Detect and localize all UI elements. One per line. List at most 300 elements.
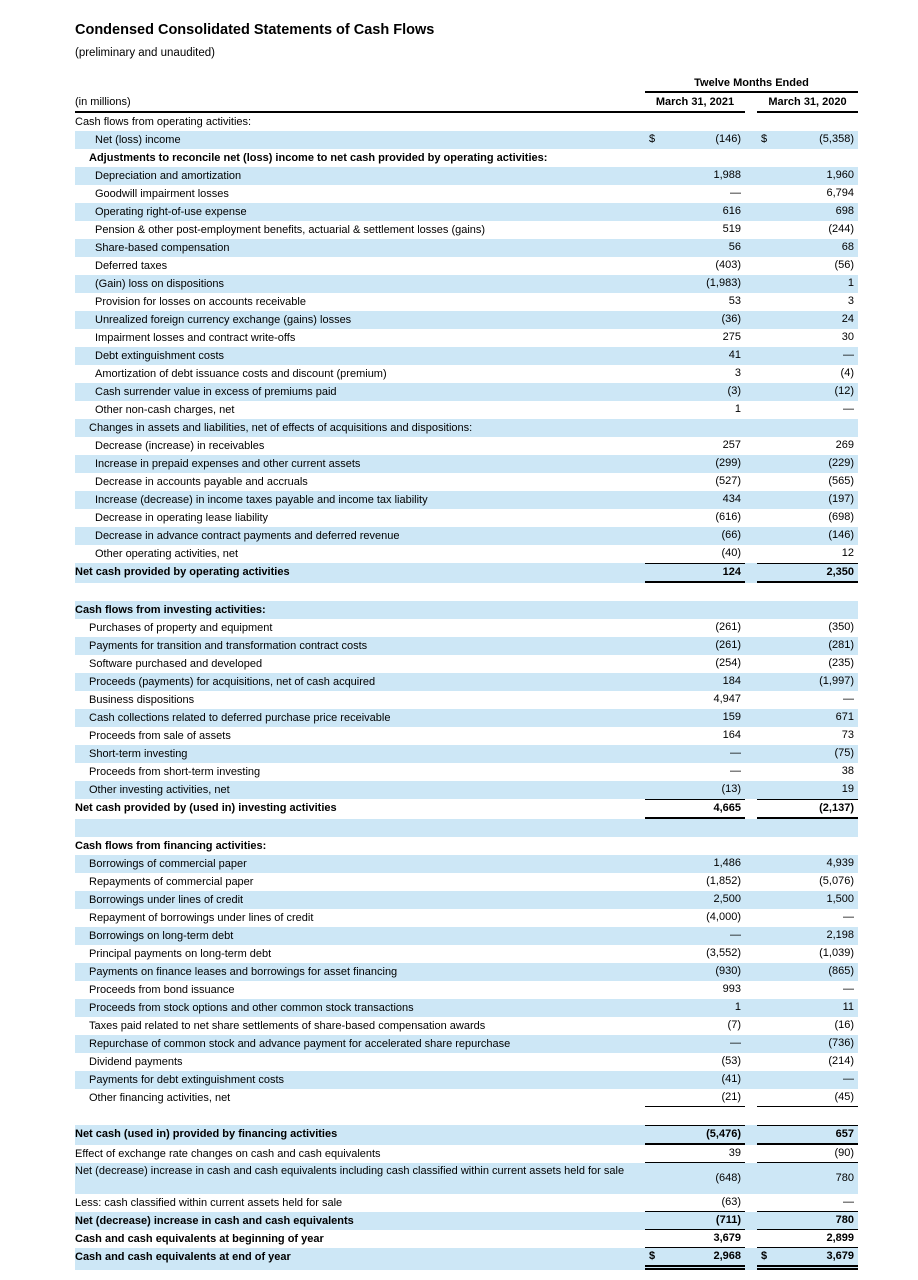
value-2021: [645, 673, 745, 691]
column-gap: [745, 1248, 757, 1270]
row-label: Other investing activities, net: [89, 784, 230, 796]
value-2020: [757, 745, 858, 763]
table-row: [75, 745, 858, 763]
value-2020: [757, 763, 858, 781]
value-text: 124: [722, 566, 741, 578]
value-text: (4): [840, 367, 854, 379]
value-2020: [757, 275, 858, 293]
column-gap: [745, 401, 757, 419]
column-gap: [745, 419, 757, 437]
column-gap: [745, 1017, 757, 1035]
column-gap: [745, 981, 757, 999]
row-label: Unrealized foreign currency exchange (gains) losses: [95, 314, 352, 326]
column-gap: [745, 799, 757, 819]
table-row: [75, 981, 858, 999]
column-gap: [745, 1145, 757, 1163]
value-2021: [645, 113, 745, 131]
cash-flow-table: [75, 76, 858, 1270]
row-label: Dividend payments: [89, 1056, 183, 1068]
value-text: (40): [721, 547, 741, 559]
table-row: [75, 131, 858, 149]
value-2021: [645, 1035, 745, 1053]
row-label: Other operating activities, net: [95, 548, 239, 560]
value-2020: [757, 891, 858, 909]
table-row: [75, 257, 858, 275]
row-label: Cash flows from financing activities:: [75, 840, 267, 852]
column-gap: [745, 1125, 757, 1145]
value-text: 671: [835, 711, 854, 723]
value-text: 1,486: [713, 857, 741, 869]
value-2020: [757, 601, 858, 619]
period-header-row: [75, 76, 858, 93]
value-2021: [645, 981, 745, 999]
row-label: Repayment of borrowings under lines of credit: [89, 912, 314, 924]
table-row: [75, 709, 858, 727]
value-text: (75): [834, 747, 854, 759]
value-text: (41): [721, 1073, 741, 1085]
value-2021: [645, 563, 745, 583]
value-2020: [757, 1145, 858, 1163]
value-2020: [757, 239, 858, 257]
column-gap: [745, 673, 757, 691]
value-2021: [645, 745, 745, 763]
table-row: [75, 1053, 858, 1071]
value-2020: [757, 491, 858, 509]
value-2020: [757, 981, 858, 999]
value-text: 73: [841, 729, 854, 741]
row-label: Net (loss) income: [95, 134, 181, 146]
value-2020: [757, 545, 858, 563]
value-2020: [757, 113, 858, 131]
table-row: [75, 455, 858, 473]
row-label: Less: cash classified within current assets held for sale: [75, 1197, 343, 1209]
column-gap: [745, 437, 757, 455]
value-2020: [757, 563, 858, 583]
column-gap: [745, 455, 757, 473]
value-text: 159: [722, 711, 741, 723]
value-2021: [645, 347, 745, 365]
value-2021: [645, 1248, 745, 1270]
row-label: Taxes paid related to net share settlements of share-based compensation awards: [89, 1020, 486, 1032]
table-row: [75, 873, 858, 891]
value-2021: [645, 655, 745, 673]
value-2020: [757, 1125, 858, 1145]
value-text: 164: [722, 729, 741, 741]
table-row: [75, 1163, 858, 1194]
column-gap: [745, 203, 757, 221]
table-row: [75, 909, 858, 927]
value-2020: [757, 963, 858, 981]
column-gap: [745, 909, 757, 927]
column-gap: [745, 1089, 757, 1107]
value-text: 434: [722, 493, 741, 505]
row-label: Deferred taxes: [95, 260, 168, 272]
row-label: Increase (decrease) in income taxes payable and income tax liability: [95, 494, 428, 506]
row-label: Proceeds from short-term investing: [89, 766, 261, 778]
document-title: Condensed Consolidated Statements of Cash Flows: [75, 22, 435, 38]
column-gap: [745, 891, 757, 909]
column-gap: [745, 583, 757, 601]
value-text: (235): [828, 657, 854, 669]
value-text: (1,997): [819, 675, 854, 687]
value-2021: [645, 167, 745, 185]
value-text: 2,198: [826, 929, 854, 941]
value-text: 3,679: [713, 1232, 741, 1244]
column-gap: [745, 963, 757, 981]
value-2021: [645, 509, 745, 527]
value-2020: [757, 1230, 858, 1248]
value-text: (865): [828, 965, 854, 977]
value-text: (12): [834, 385, 854, 397]
currency-symbol: $: [649, 133, 656, 145]
column-gap: [745, 781, 757, 799]
currency-symbol: $: [761, 133, 768, 145]
column-gap: [745, 185, 757, 203]
value-2021: [645, 1107, 745, 1125]
table-row: [75, 1071, 858, 1089]
value-2020: [757, 927, 858, 945]
table-row: [75, 347, 858, 365]
value-2021: [645, 781, 745, 799]
value-2020: [757, 781, 858, 799]
document-subtitle: (preliminary and unaudited): [75, 47, 215, 59]
value-text: (66): [721, 529, 741, 541]
value-text: (281): [828, 639, 854, 651]
row-label: Net cash provided by operating activities: [75, 566, 290, 578]
column-gap: [745, 601, 757, 619]
value-2020: [757, 691, 858, 709]
column-gap: [745, 473, 757, 491]
row-label: Net (decrease) increase in cash and cash equivalents: [75, 1215, 354, 1227]
value-2021: [645, 365, 745, 383]
value-2021: [645, 545, 745, 563]
value-text: (4,000): [706, 911, 741, 923]
row-label: [75, 1107, 645, 1125]
table-row: [75, 799, 858, 819]
column-gap: [745, 927, 757, 945]
value-text: (261): [715, 639, 741, 651]
value-text: 3,679: [826, 1250, 854, 1262]
value-2020: [757, 1089, 858, 1107]
column-gap: [745, 999, 757, 1017]
value-2021: [645, 149, 745, 167]
value-text: (21): [721, 1091, 741, 1103]
column-gap: [745, 637, 757, 655]
value-2020: [757, 727, 858, 745]
table-row: [75, 221, 858, 239]
value-2020: [757, 365, 858, 383]
table-row: [75, 293, 858, 311]
value-2020: [757, 221, 858, 239]
column-gap: [745, 1035, 757, 1053]
table-row: [75, 781, 858, 799]
table-row: [75, 727, 858, 745]
value-text: —: [843, 693, 854, 705]
column-gap: [745, 383, 757, 401]
table-body: [75, 113, 858, 1270]
row-label: Payments for debt extinguishment costs: [89, 1074, 285, 1086]
value-2020: [757, 203, 858, 221]
value-text: 38: [841, 765, 854, 777]
value-text: 2,500: [713, 893, 741, 905]
period-header: Twelve Months Ended: [645, 76, 858, 93]
value-text: (3,552): [706, 947, 741, 959]
table-row: [75, 1125, 858, 1145]
value-text: (16): [834, 1019, 854, 1031]
row-label: Software purchased and developed: [89, 658, 263, 670]
table-row: [75, 1248, 858, 1270]
column-gap: [745, 1053, 757, 1071]
value-2020: [757, 799, 858, 819]
row-label: Adjustments to reconcile net (loss) income to net cash provided by operating activities:: [89, 152, 548, 164]
table-row: [75, 763, 858, 781]
value-2020: [757, 419, 858, 437]
table-row: [75, 855, 858, 873]
column-gap: [745, 563, 757, 583]
value-text: 257: [722, 439, 741, 451]
row-label: (Gain) loss on dispositions: [95, 278, 225, 290]
value-text: —: [843, 911, 854, 923]
value-text: 1: [734, 1001, 741, 1013]
row-label: Decrease in advance contract payments and deferred revenue: [95, 530, 400, 542]
value-2021: [645, 1071, 745, 1089]
table-row: [75, 365, 858, 383]
value-2020: [757, 837, 858, 855]
value-2021: [645, 329, 745, 347]
value-text: 993: [722, 983, 741, 995]
column-gap: [745, 329, 757, 347]
value-text: 4,939: [826, 857, 854, 869]
value-text: (53): [721, 1055, 741, 1067]
value-2020: [757, 1212, 858, 1230]
table-row: [75, 999, 858, 1017]
row-label: Increase in prepaid expenses and other current assets: [95, 458, 361, 470]
value-text: 11: [842, 1001, 854, 1013]
value-text: (146): [715, 133, 741, 145]
table-row: [75, 945, 858, 963]
unit-label: (in millions): [75, 94, 645, 113]
table-row: [75, 837, 858, 855]
value-2021: [645, 1194, 745, 1212]
currency-symbol: $: [761, 1250, 768, 1262]
value-text: (648): [715, 1172, 741, 1184]
row-label: Repurchase of common stock and advance payment for accelerated share repurchase: [89, 1038, 511, 1050]
value-text: 12: [841, 547, 854, 559]
value-text: 1,500: [826, 893, 854, 905]
column-gap: [745, 275, 757, 293]
value-2021: [645, 473, 745, 491]
value-2020: [757, 1017, 858, 1035]
value-text: (261): [715, 621, 741, 633]
value-2021: [645, 727, 745, 745]
value-text: (63): [721, 1196, 741, 1208]
column-header-row: [75, 94, 858, 113]
value-2020: [757, 1248, 858, 1270]
value-text: 1,960: [826, 169, 854, 181]
table-row: [75, 473, 858, 491]
value-2021: [645, 583, 745, 601]
value-2020: [757, 909, 858, 927]
value-2021: [645, 527, 745, 545]
value-text: 56: [728, 241, 741, 253]
value-2020: [757, 619, 858, 637]
table-row: [75, 1089, 858, 1107]
value-2020: [757, 401, 858, 419]
value-text: (244): [828, 223, 854, 235]
row-label: [75, 819, 645, 837]
value-text: 41: [728, 349, 741, 361]
row-label: Operating right-of-use expense: [95, 206, 247, 218]
row-label: Borrowings under lines of credit: [89, 894, 244, 906]
column-gap: [745, 149, 757, 167]
value-2021: [645, 1230, 745, 1248]
value-text: —: [730, 929, 741, 941]
value-2021: [645, 855, 745, 873]
row-label: Net cash provided by (used in) investing activities: [75, 802, 337, 814]
value-text: (13): [721, 783, 741, 795]
value-2020: [757, 329, 858, 347]
column-gap: [745, 527, 757, 545]
column-gap: [745, 855, 757, 873]
table-row: [75, 655, 858, 673]
table-row: [75, 601, 858, 619]
column-gap: [745, 873, 757, 891]
value-2020: [757, 455, 858, 473]
column-gap: [745, 113, 757, 131]
table-row: [75, 419, 858, 437]
value-2020: [757, 131, 858, 149]
row-label: Provision for losses on accounts receivable: [95, 296, 306, 308]
value-text: —: [843, 403, 854, 415]
value-2020: [757, 1163, 858, 1194]
row-label: Borrowings of commercial paper: [89, 858, 247, 870]
value-2021: [645, 1163, 745, 1194]
table-row: [75, 1212, 858, 1230]
column-gap: [745, 619, 757, 637]
column-gap: [745, 945, 757, 963]
row-label: Cash and cash equivalents at beginning of year: [75, 1233, 324, 1245]
column-gap: [745, 1230, 757, 1248]
value-text: 616: [722, 205, 741, 217]
column-gap: [745, 545, 757, 563]
value-2021: [645, 239, 745, 257]
column-gap: [745, 655, 757, 673]
table-row: [75, 673, 858, 691]
row-label: Borrowings on long-term debt: [89, 930, 234, 942]
value-2021: [645, 709, 745, 727]
table-row: [75, 203, 858, 221]
value-text: (36): [721, 313, 741, 325]
value-text: 6,794: [826, 187, 854, 199]
table-row: [75, 185, 858, 203]
value-2021: [645, 437, 745, 455]
table-row: [75, 167, 858, 185]
value-text: (3): [727, 385, 741, 397]
column-gap: [745, 509, 757, 527]
table-row: [75, 963, 858, 981]
column-gap: [745, 365, 757, 383]
value-text: —: [843, 1073, 854, 1085]
value-text: (197): [828, 493, 854, 505]
column-gap: [745, 1194, 757, 1212]
value-text: (45): [834, 1091, 854, 1103]
row-label: Impairment losses and contract write-offs: [95, 332, 296, 344]
table-row: [75, 329, 858, 347]
value-2021: [645, 455, 745, 473]
column-gap: [745, 311, 757, 329]
value-2021: [645, 257, 745, 275]
row-label: Goodwill impairment losses: [95, 188, 229, 200]
table-row: [75, 1230, 858, 1248]
value-2020: [757, 945, 858, 963]
row-label: Pension & other post-employment benefits, actuarial & settlement losses (gains): [95, 224, 486, 236]
column-gap: [745, 347, 757, 365]
value-text: —: [843, 1196, 854, 1208]
column-gap: [745, 837, 757, 855]
value-2021: [645, 837, 745, 855]
value-2021: [645, 419, 745, 437]
table-row: [75, 275, 858, 293]
row-label: Decrease (increase) in receivables: [95, 440, 265, 452]
value-2021: [645, 637, 745, 655]
value-text: (7): [727, 1019, 741, 1031]
row-label: Payments for transition and transformation contract costs: [89, 640, 368, 652]
column-gap: [745, 167, 757, 185]
value-2021: [645, 203, 745, 221]
column-gap: [745, 491, 757, 509]
column-gap: [745, 709, 757, 727]
value-text: —: [730, 765, 741, 777]
value-2020: [757, 527, 858, 545]
value-2021: [645, 799, 745, 819]
column-gap: [745, 727, 757, 745]
value-text: (1,983): [706, 277, 741, 289]
column-gap: [745, 1071, 757, 1089]
spacer-row: [75, 1107, 858, 1125]
column-gap: [745, 293, 757, 311]
value-2020: [757, 999, 858, 1017]
value-2020: [757, 383, 858, 401]
value-text: 1: [734, 403, 741, 415]
table-row: [75, 637, 858, 655]
value-2020: [757, 583, 858, 601]
row-label: Changes in assets and liabilities, net of effects of acquisitions and dispositions:: [89, 422, 473, 434]
value-2020: [757, 819, 858, 837]
value-text: 269: [835, 439, 854, 451]
value-2021: [645, 619, 745, 637]
value-2020: [757, 185, 858, 203]
value-text: (711): [715, 1214, 741, 1226]
value-2020: [757, 437, 858, 455]
row-label: Principal payments on long-term debt: [89, 948, 272, 960]
value-2020: [757, 167, 858, 185]
value-2020: [757, 1107, 858, 1125]
value-text: 24: [841, 313, 854, 325]
value-text: (1,852): [706, 875, 741, 887]
row-label: Proceeds from sale of assets: [89, 730, 231, 742]
table-row: [75, 1145, 858, 1163]
value-2021: [645, 909, 745, 927]
row-label: Cash flows from investing activities:: [75, 604, 266, 616]
value-text: 519: [722, 223, 741, 235]
value-2021: [645, 491, 745, 509]
row-label: Decrease in operating lease liability: [95, 512, 269, 524]
value-2021: [645, 945, 745, 963]
row-label: Proceeds from bond issuance: [89, 984, 235, 996]
value-text: (698): [828, 511, 854, 523]
value-text: (56): [834, 259, 854, 271]
value-2020: [757, 1035, 858, 1053]
